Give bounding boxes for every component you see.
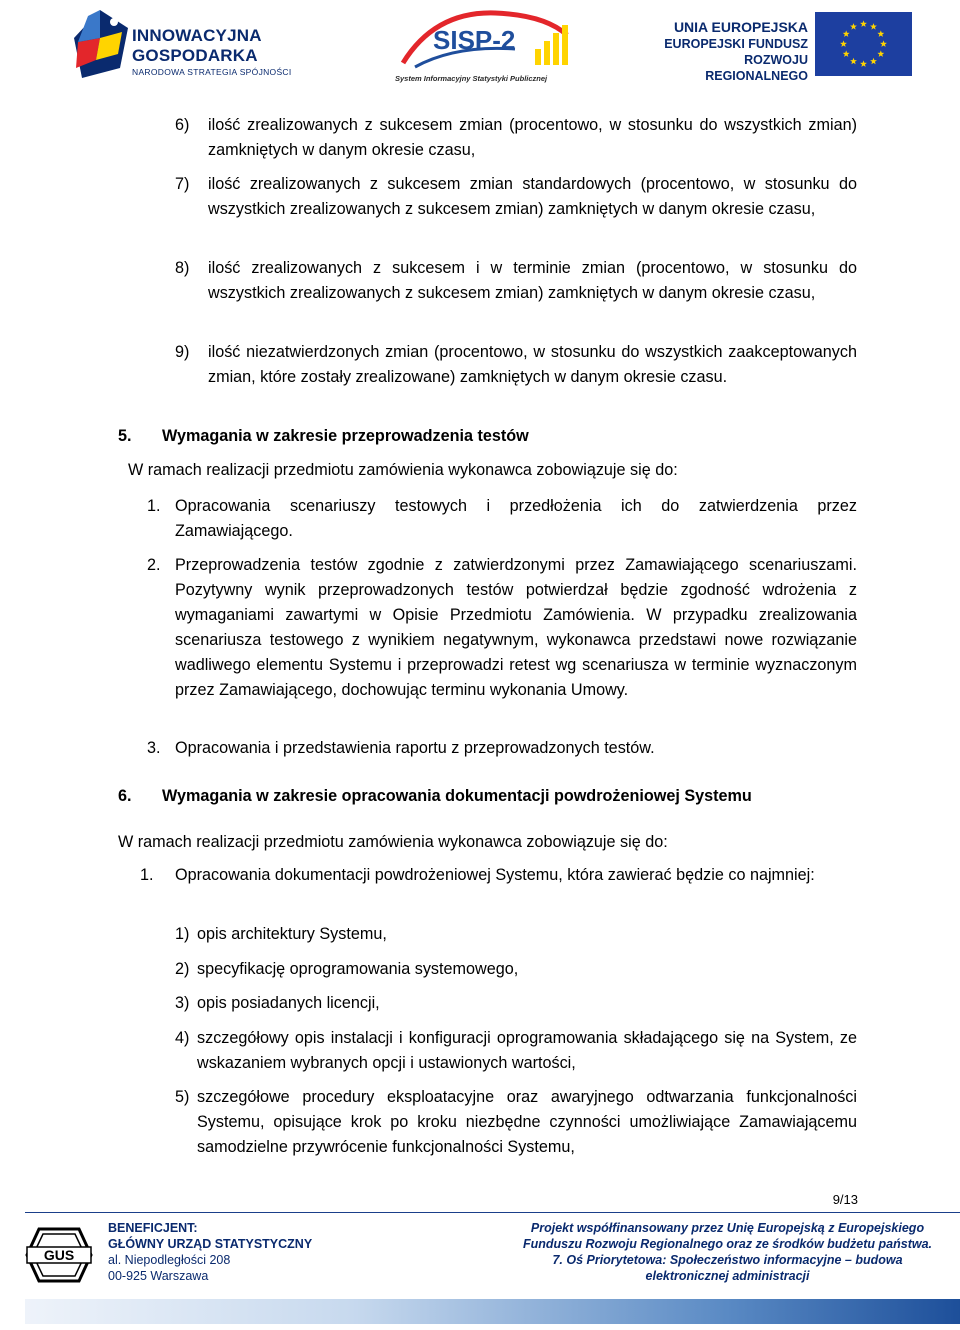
sublist-item-number: 3) [175,994,190,1012]
list-item-number: 1. [147,497,161,515]
list-item-number: 9) [175,343,190,361]
section-number: 6. [118,787,132,805]
gus-emblem-icon [25,1225,93,1285]
gus-logo [25,1225,93,1285]
list-item-number: 7) [175,175,190,193]
sublist-item: specyfikację oprogramowania systemowego, [197,960,519,978]
sublist-item-number: 5) [175,1088,190,1106]
list-item: ilość zrealizowanych z sukcesem zmian standardowych (procentowo, w stosunku do wszystkich zrealizowanych z sukcesem zmian) zamkniętych w danym okresie czasu, [208,175,857,218]
ig-title-line1: INNOWACYJNA [132,26,262,45]
list-item: Opracowania i przedstawienia raportu z przeprowadzonych testów. [175,739,655,757]
ig-title-line3: NARODOWA STRATEGIA SPÓJNOŚCI [132,67,292,77]
list-item: ilość niezatwierdzonych zmian (procentowo, w stosunku do wszystkich zaakceptowanych zmian, które zostały zrealizowane) zamkniętych w danym okresie czasu. [208,343,857,386]
eu-star-icon [880,40,887,47]
eu-star-icon [877,50,884,57]
eu-star-icon [850,23,857,30]
list-item: ilość zrealizowanych z sukcesem zmian (procentowo, w stosunku do wszystkich zmian) zamkniętych w danym okresie czasu, [208,116,857,159]
sublist-item-number: 1) [175,925,190,943]
project-note-line3: 7. Oś Priorytetowa: Społeczeństwo informacyjne – budowa [552,1253,903,1267]
list-item-number: 1. [140,866,154,884]
section-heading: Wymagania w zakresie opracowania dokumentacji powdrożeniowej Systemu [162,787,752,805]
ig-title-line2: GOSPODARKA [132,46,258,65]
list-item-number: 6) [175,116,190,134]
beneficiary-label: BENEFICJENT: [108,1221,198,1235]
section-number: 5. [118,427,132,445]
eu-line2: EUROPEJSKI FUNDUSZ [664,37,808,51]
eu-star-icon [843,50,850,57]
eu-star-icon [860,20,867,27]
sisp-name: SISP-2 [433,25,516,55]
list-item-number: 8) [175,259,190,277]
eu-star-icon [843,30,850,37]
eu-star-icon [877,30,884,37]
project-note-line2: Funduszu Rozwoju Regionalnego oraz ze środków budżetu państwa. [522,1237,933,1251]
list-item: Opracowania scenariuszy testowych i przedłożenia ich do zatwierdzenia przez Zamawiającego. [175,497,857,540]
innowacyjna-gospodarka-logo [70,8,300,80]
list-item: Opracowania dokumentacji powdrożeniowej Systemu, która zawierać będzie co najmniej: [175,866,815,884]
eu-line3: ROZWOJU REGIONALNEGO [705,53,808,83]
sisp-logo [395,5,575,85]
sublist-item: opis architektury Systemu, [197,925,387,943]
beneficiary-address-line2: 00-925 Warszawa [108,1269,209,1283]
sublist-item-number: 4) [175,1029,190,1047]
section-intro: W ramach realizacji przedmiotu zamówienia wykonawca zobowiązuje się do: [118,833,668,851]
footer-color-bar [25,1299,960,1324]
gus-label: GUS [43,1247,75,1263]
eu-star-icon [860,60,867,67]
eu-star-icon [850,58,857,65]
sublist-item: szczegółowy opis instalacji i konfiguracji oprogramowania składającego się na System, ze wskazaniem wybranych opcji i ustawionych wartości, [197,1029,857,1072]
sublist-item-number: 2) [175,960,190,978]
eu-flag-icon [815,12,912,76]
section-intro: W ramach realizacji przedmiotu zamówienia wykonawca zobowiązuje się do: [128,461,678,479]
section-heading: Wymagania w zakresie przeprowadzenia testów [162,427,529,445]
list-item: ilość zrealizowanych z sukcesem i w terminie zmian (procentowo, w stosunku do wszystkich zrealizowanych z sukcesem zmian) zamkniętych w danym okresie czasu, [208,259,857,302]
project-note-line4: elektronicznej administracji [645,1269,810,1283]
page-number: 9/13 [832,1192,858,1207]
sublist-item: opis posiadanych licencji, [197,994,380,1012]
list-item: Przeprowadzenia testów zgodnie z zatwierdzonymi przez Zamawiającego scenariuszami. Pozytywny wynik przeprowadzonych testów potwierdzał będzie zgodność wdrożenia z wymaganiami zawartymi w Opisie Przedmiotu Zamówienia. W przypadku zrealizowania scenariusza testowego z wynikiem negatywnym, wykonawca przedstawi nowe rozwiązanie wadliwego elementu Systemu i przeprowadzi retest wg scenariusza w terminie wyznaczonym przez Zamawiającego, dochowując terminu wykonania Umowy. [175,556,857,699]
project-note [500,1220,955,1284]
eu-line1: UNIA EUROPEJSKA [673,19,808,35]
eu-star-icon [870,58,877,65]
eu-star-icon [870,23,877,30]
eu-star-icon [840,40,847,47]
sublist-item: szczegółowe procedury eksploatacyjne oraz awaryjnego odtwarzania funkcjonalności Systemu, opisujące krok po kroku niezbędne czynności umożliwiające Zamawiającemu samodzielne przywrócenie funkcjonalności Systemu, [197,1088,857,1156]
ig-emblem-icon [70,8,132,80]
footer-divider [25,1212,960,1213]
beneficiary-name: GŁÓWNY URZĄD STATYSTYCZNY [108,1237,313,1251]
project-note-line1: Projekt współfinansowany przez Unię Europejską z Europejskiego [530,1221,925,1235]
list-item-number: 3. [147,739,161,757]
sisp-subtitle: System Informacyjny Statystyki Publicznej [395,74,548,83]
eu-text-block [640,18,808,84]
beneficiary-address-line1: al. Niepodległości 208 [108,1253,231,1267]
beneficiary-block [108,1220,312,1284]
list-item-number: 2. [147,556,161,574]
